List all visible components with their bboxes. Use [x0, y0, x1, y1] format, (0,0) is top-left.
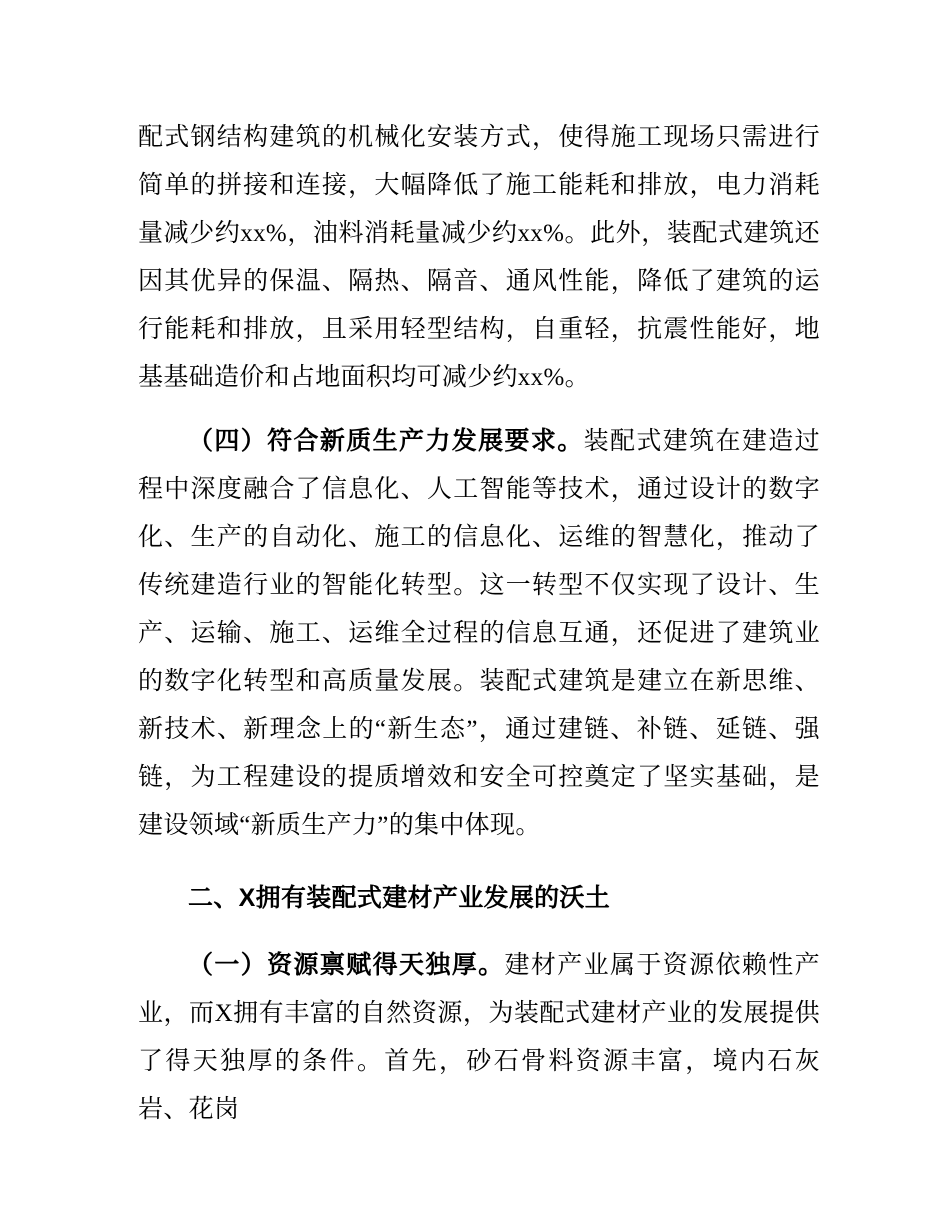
paragraph-item-one-lead: （一）资源禀赋得天独厚。 [188, 951, 505, 979]
paragraph-item-one [138, 941, 820, 1134]
paragraph-item-one-text: 建材产业属于资源依赖性产业，而X拥有丰富的自然资源，为装配式建材产业的发展提供了得天独厚的条件。首先，砂石骨料资源丰富，境内石灰岩、花岗 [138, 952, 821, 1123]
paragraph-item-four-lead: （四）符合新质生产力发展要求。 [188, 427, 584, 455]
section-heading-two: 二、X拥有装配式建材产业发展的沃土 [188, 884, 611, 912]
paragraph-item-four [138, 417, 820, 850]
paragraph-continuation: 配式钢结构建筑的机械化安装方式，使得施工现场只需进行简单的拼接和连接，大幅降低了施工能耗和排放，电力消耗量减少约xx%，油料消耗量减少约xx%。此外，装配式建筑还因其优异的保温、隔热、隔音、通风性能，降低了建筑的运行能耗和排放，且采用轻型结构，自重轻，抗震性能好，地基基础造价和占地面积均可减少约xx%。 [138, 124, 820, 391]
paragraph-item-four-text: 装配式建筑在建造过程中深度融合了信息化、人工智能等技术，通过设计的数字化、生产的自动化、施工的信息化、运维的智慧化，推动了传统建造行业的智能化转型。这一转型不仅实现了设计、生产、运输、施工、运维全过程的信息互通，还促进了建筑业的数字化转型和高质量发展。装配式建筑是建立在新思维、新技术、新理念上的“新生态”，通过建链、补链、延链、强链，为工程建设的提质增效和安全可控奠定了坚实基础，是建设领域“新质生产力”的集中体现。 [138, 428, 820, 839]
